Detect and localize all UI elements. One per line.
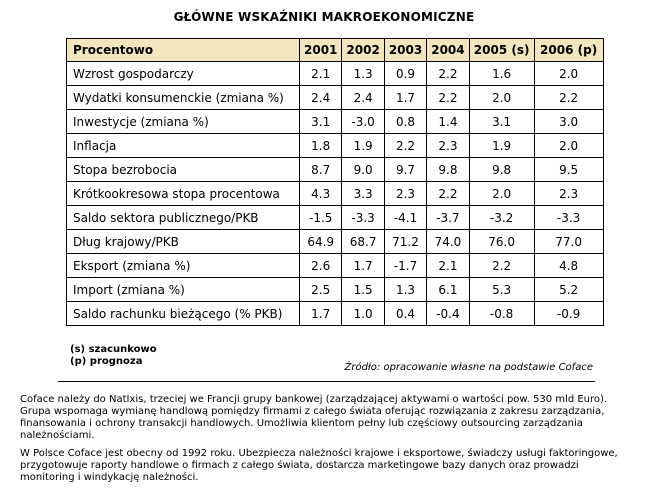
table-cell: 64.9 xyxy=(300,230,342,254)
table-cell: 68.7 xyxy=(342,230,384,254)
divider xyxy=(58,381,595,382)
table-cell: 76.0 xyxy=(469,230,534,254)
column-header: 2003 xyxy=(384,39,426,62)
table-cell: 1.7 xyxy=(342,254,384,278)
column-header: 2001 xyxy=(300,39,342,62)
table-header-row xyxy=(67,39,604,62)
estimate-note: (s) szacunkowo xyxy=(70,344,157,355)
column-header: 2005 (s) xyxy=(469,39,534,62)
row-label: Wydatki konsumenckie (zmiana %) xyxy=(67,86,300,110)
row-label: Krótkookresowa stopa procentowa xyxy=(67,182,300,206)
table-cell: 1.6 xyxy=(469,62,534,86)
table-cell: 1.8 xyxy=(300,134,342,158)
row-label: Dług krajowy/PKB xyxy=(67,230,300,254)
table-cell: 1.7 xyxy=(300,302,342,326)
table-row xyxy=(67,254,604,278)
row-label: Import (zmiana %) xyxy=(67,278,300,302)
table-cell: 9.8 xyxy=(427,158,469,182)
table-cell: 2.2 xyxy=(384,134,426,158)
table-cell: -4.1 xyxy=(384,206,426,230)
indicators-table xyxy=(66,38,604,326)
poland-paragraph: W Polsce Coface jest obecny od 1992 roku. Ubezpiecza należności krajowe i eksportowe, świadczy usługi faktoringowe, przygotowuje raporty handlowe o firmach z całego świata, dostarcza marketingowe bazy danych oraz prowadzi monitoring i windykację należności. xyxy=(20,448,618,483)
table-cell: -3.2 xyxy=(469,206,534,230)
table-cell: 5.3 xyxy=(469,278,534,302)
table-row xyxy=(67,110,604,134)
column-header: Procentowo xyxy=(67,39,300,62)
table-cell: 2.0 xyxy=(469,86,534,110)
forecast-note: (p) prognoza xyxy=(70,356,143,367)
table-cell: 2.2 xyxy=(534,86,603,110)
table-cell: 4.8 xyxy=(534,254,603,278)
table-cell: -3.3 xyxy=(534,206,603,230)
table-row xyxy=(67,86,604,110)
table-cell: 9.0 xyxy=(342,158,384,182)
table-cell: 9.5 xyxy=(534,158,603,182)
table-cell: 2.1 xyxy=(300,62,342,86)
table-cell: -1.5 xyxy=(300,206,342,230)
table-cell: 77.0 xyxy=(534,230,603,254)
table-cell: 2.0 xyxy=(534,62,603,86)
table-cell: 1.0 xyxy=(342,302,384,326)
table-cell: 0.4 xyxy=(384,302,426,326)
table-cell: 1.3 xyxy=(342,62,384,86)
row-label: Eksport (zmiana %) xyxy=(67,254,300,278)
table-cell: 8.7 xyxy=(300,158,342,182)
row-label: Inwestycje (zmiana %) xyxy=(67,110,300,134)
table-cell: 6.1 xyxy=(427,278,469,302)
column-header: 2002 xyxy=(342,39,384,62)
table-cell: 3.0 xyxy=(534,110,603,134)
table-cell: 1.4 xyxy=(427,110,469,134)
table-cell: 9.7 xyxy=(384,158,426,182)
table-cell: 2.3 xyxy=(534,182,603,206)
table-cell: 3.1 xyxy=(300,110,342,134)
table-row xyxy=(67,62,604,86)
table-row xyxy=(67,230,604,254)
page-title: GŁÓWNE WSKAŹNIKI MAKROEKONOMICZNE xyxy=(173,10,475,24)
table-row xyxy=(67,134,604,158)
table-cell: 2.2 xyxy=(427,62,469,86)
table-cell: 0.9 xyxy=(384,62,426,86)
table-cell: 2.0 xyxy=(469,182,534,206)
table-cell: -3.7 xyxy=(427,206,469,230)
column-header: 2006 (p) xyxy=(534,39,603,62)
table-cell: 2.5 xyxy=(300,278,342,302)
table-cell: 2.4 xyxy=(342,86,384,110)
table-cell: 9.8 xyxy=(469,158,534,182)
table-cell: 3.3 xyxy=(342,182,384,206)
table-cell: 1.3 xyxy=(384,278,426,302)
table-row xyxy=(67,302,604,326)
table-row xyxy=(67,158,604,182)
row-label: Saldo sektora publicznego/PKB xyxy=(67,206,300,230)
table-cell: 2.6 xyxy=(300,254,342,278)
table-cell: 1.9 xyxy=(342,134,384,158)
table-cell: -0.8 xyxy=(469,302,534,326)
source-note: Źródło: opracowanie własne na podstawie Coface xyxy=(344,362,593,373)
row-label: Wzrost gospodarczy xyxy=(67,62,300,86)
table-cell: 5.2 xyxy=(534,278,603,302)
table-cell: 71.2 xyxy=(384,230,426,254)
table-cell: 2.0 xyxy=(534,134,603,158)
table-cell: 74.0 xyxy=(427,230,469,254)
row-label: Inflacja xyxy=(67,134,300,158)
table-notes xyxy=(70,344,157,368)
table-cell: 1.5 xyxy=(342,278,384,302)
column-header: 2004 xyxy=(427,39,469,62)
table-row xyxy=(67,182,604,206)
table-cell: 2.4 xyxy=(300,86,342,110)
table-cell: 2.2 xyxy=(469,254,534,278)
table-cell: -3.0 xyxy=(342,110,384,134)
table-cell: -1.7 xyxy=(384,254,426,278)
table-cell: -0.9 xyxy=(534,302,603,326)
row-label: Stopa bezrobocia xyxy=(67,158,300,182)
table-row xyxy=(67,206,604,230)
table-cell: 1.9 xyxy=(469,134,534,158)
table-cell: 1.7 xyxy=(384,86,426,110)
row-label: Saldo rachunku bieżącego (% PKB) xyxy=(67,302,300,326)
table-cell: 2.2 xyxy=(427,182,469,206)
table-cell: 2.1 xyxy=(427,254,469,278)
company-paragraph: Coface należy do NatIxis, trzeciej we Francji grupy bankowej (zarządzającej aktywami o wartości pow. 530 mld Euro). Grupa wspomaga wymianę handlową pomiędzy firmami z całego świata oferując rozwiązania z zakresu zarządzania, finansowania i ochrony transakcji handlowych. Umożliwia klientom pełny lub częściowy outsourcing zarządzania należnościami. xyxy=(20,394,608,441)
table-cell: 2.3 xyxy=(427,134,469,158)
table-row xyxy=(67,278,604,302)
table-cell: 2.3 xyxy=(384,182,426,206)
table-cell: 4.3 xyxy=(300,182,342,206)
table-cell: 0.8 xyxy=(384,110,426,134)
table-cell: 3.1 xyxy=(469,110,534,134)
table-cell: -0.4 xyxy=(427,302,469,326)
table-cell: -3.3 xyxy=(342,206,384,230)
table-cell: 2.2 xyxy=(427,86,469,110)
